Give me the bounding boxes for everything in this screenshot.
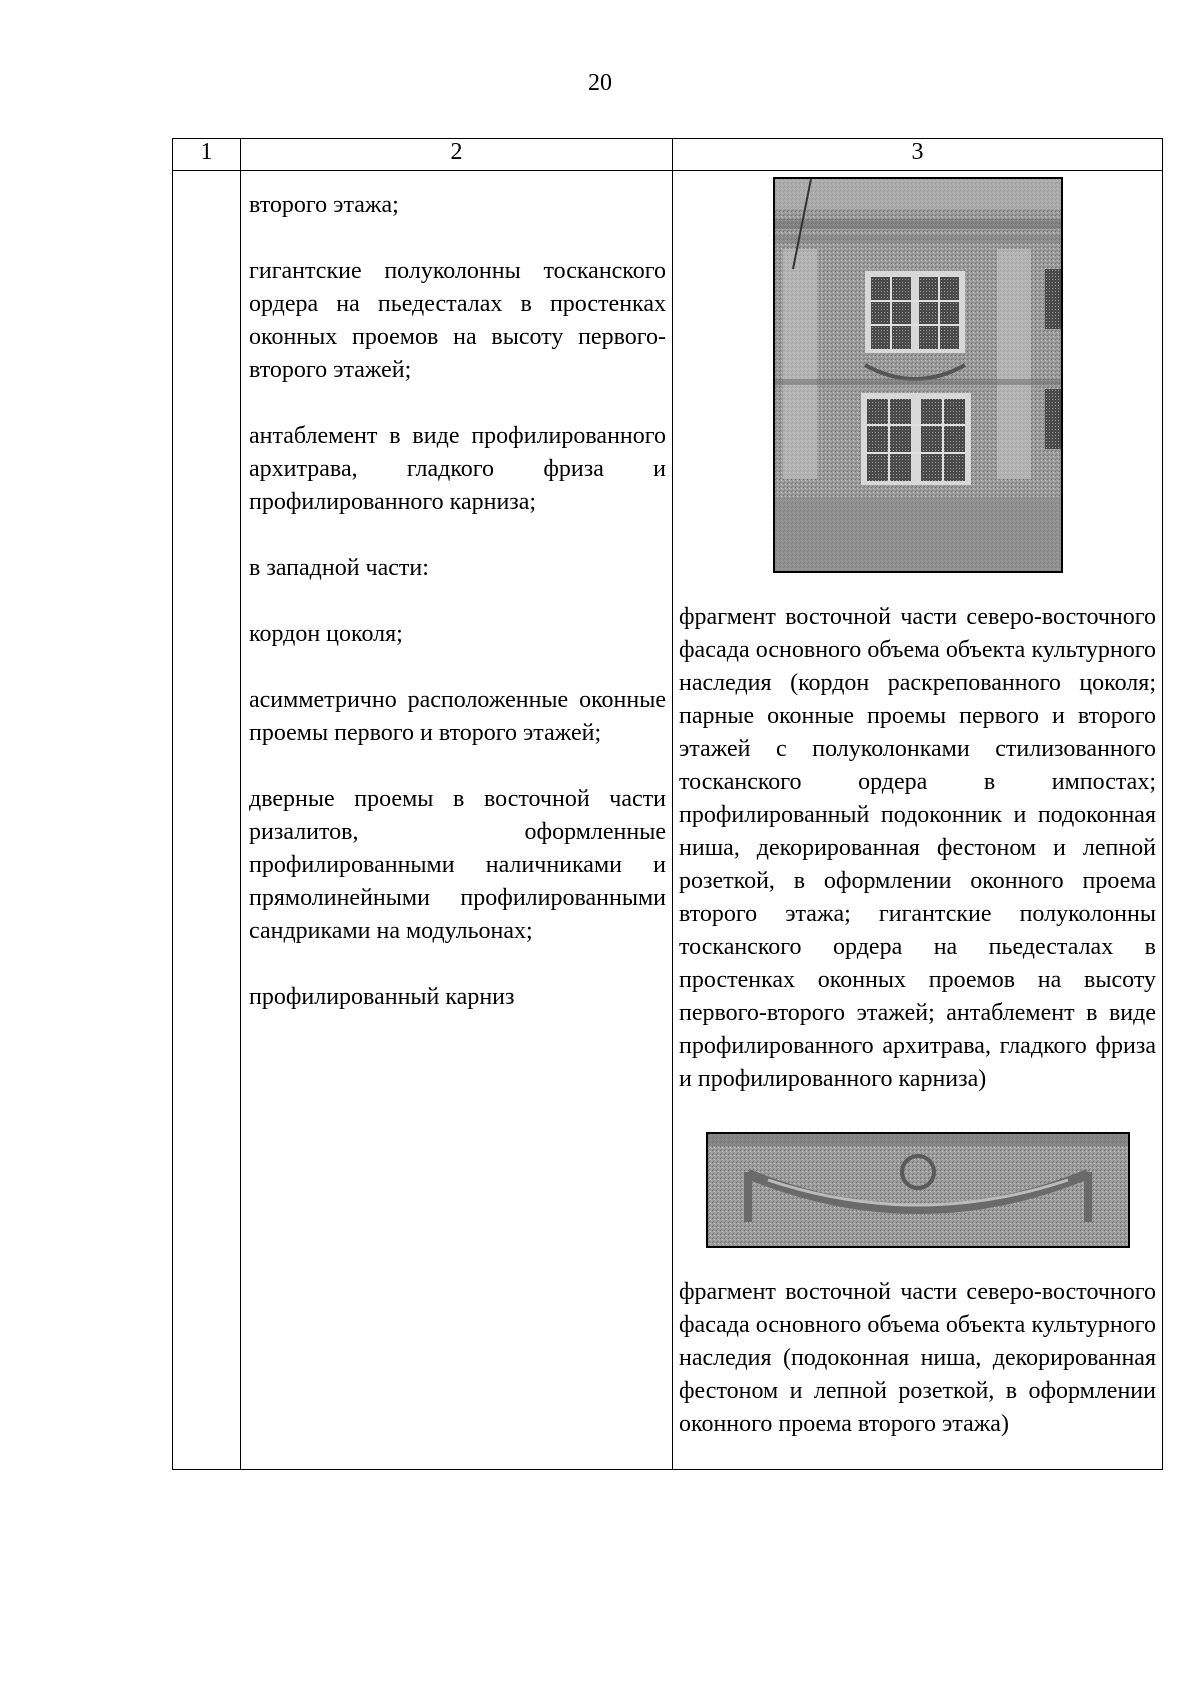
paragraph: профилированный карниз xyxy=(249,984,515,1010)
photo-caption: фрагмент восточной части северо-восточного фасада основного объема объекта культурного наследия (подоконная ниша, декорированная фестоном и лепной розеткой, в оформлении оконного проема второго этажа) xyxy=(679,1279,1156,1437)
facade-photo-container xyxy=(679,177,1156,573)
facade-photo xyxy=(773,177,1063,573)
paragraph: в западной части: xyxy=(249,555,429,581)
paragraph: антаблемент в виде профилированного архитрава, гладкого фриза и профилированного карниза; xyxy=(249,423,666,515)
paragraph: второго этажа; xyxy=(249,192,399,218)
festoon-photo xyxy=(706,1132,1130,1248)
cell-col2 xyxy=(241,171,673,1470)
paragraph: дверные проемы в восточной части ризалитов, оформленные профилированными наличниками и прямолинейными профилированными сандриками на модульонах; xyxy=(249,786,666,944)
paragraph: гигантские полуколонны тосканского ордера на пьедесталах в простенках оконных проемов на высоту первого-второго этажей; xyxy=(249,258,666,383)
festoon-photo-container xyxy=(679,1132,1156,1248)
header-cell-1: 1 xyxy=(173,139,241,171)
objects-table xyxy=(172,138,1163,1470)
page-number: 20 xyxy=(588,70,612,96)
cell-col1 xyxy=(173,171,241,1470)
paragraph: кордон цоколя; xyxy=(249,621,403,647)
paragraph: асимметрично расположенные оконные проемы первого и второго этажей; xyxy=(249,687,666,746)
header-cell-3: 3 xyxy=(673,139,1163,171)
cell-col3 xyxy=(673,171,1163,1470)
table-header-row xyxy=(173,139,1163,171)
header-cell-2: 2 xyxy=(241,139,673,171)
table-row xyxy=(173,171,1163,1470)
photo-caption: фрагмент восточной части северо-восточного фасада основного объема объекта культурного наследия (кордон раскрепованного цоколя; парные оконные проемы первого и второго этажей с полуколонками стилизованного тосканского ордера в импостах; профилированный подоконник и подоконная ниша, декорированная фестоном и лепной розеткой, в оформлении оконного проема второго этажа; гигантские полуколонны тосканского ордера на пьедесталах в простенках оконных проемов на высоту первого-второго этажей; антаблемент в виде профилированного архитрава, гладкого фриза и профилированного карниза) xyxy=(679,604,1156,1092)
